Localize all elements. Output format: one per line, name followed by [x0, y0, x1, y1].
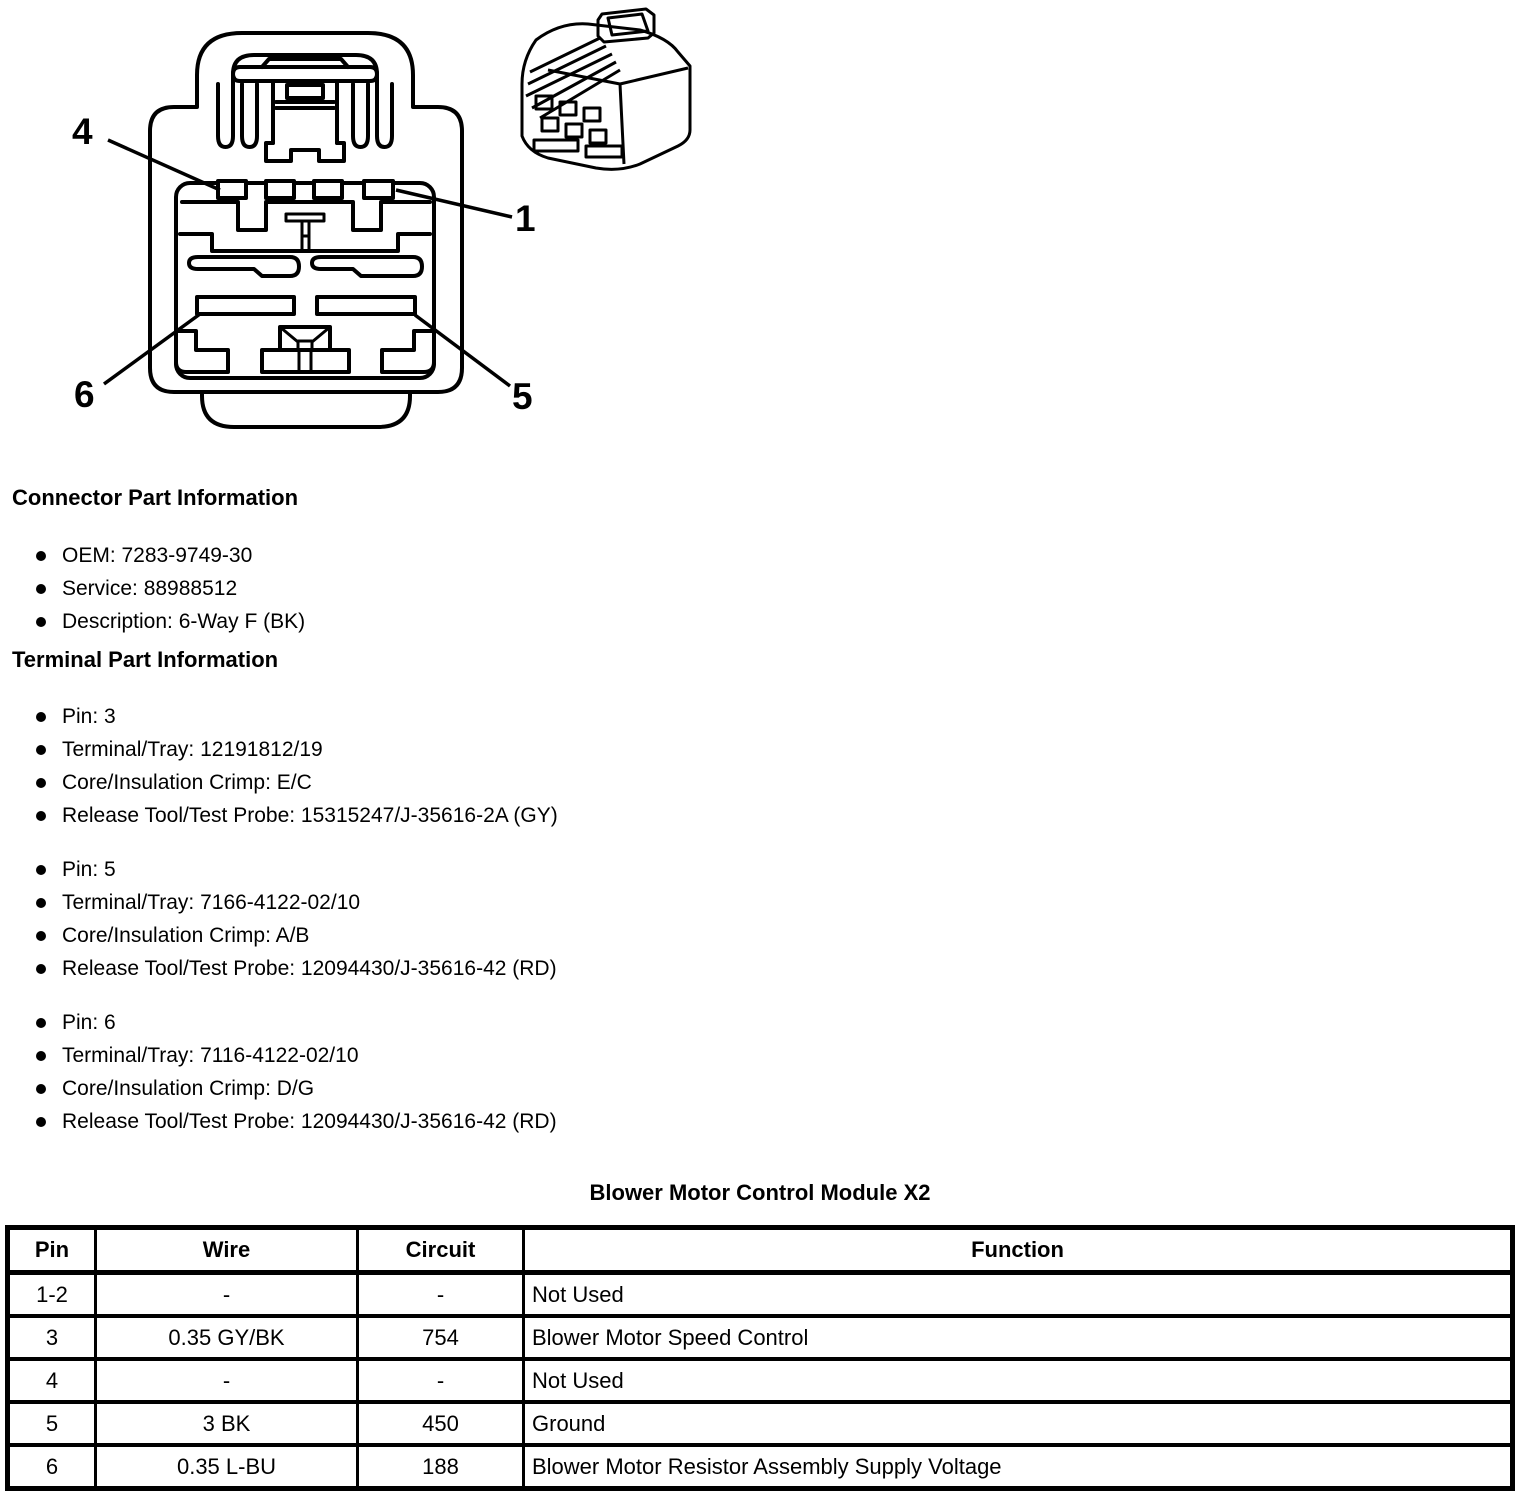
cell-pin: 4 — [8, 1359, 96, 1402]
callout-pin-5: 5 — [512, 376, 533, 417]
cell-wire: 3 BK — [96, 1402, 358, 1445]
terminal-part-information-heading: Terminal Part Information — [12, 647, 279, 672]
cell-function: Ground — [524, 1402, 1513, 1445]
table-row — [8, 1316, 1513, 1359]
cell-wire: 0.35 L-BU — [96, 1445, 358, 1489]
table-row — [8, 1359, 1513, 1402]
list-item: Release Tool/Test Probe: 15315247/J-35616-2A (GY) — [36, 799, 558, 832]
cell-function: Blower Motor Speed Control — [524, 1316, 1513, 1359]
cell-pin: 1-2 — [8, 1273, 96, 1317]
cell-circuit: 450 — [358, 1402, 524, 1445]
bullet-icon — [36, 617, 46, 627]
list-item: Terminal/Tray: 12191812/19 — [36, 733, 558, 766]
list-item: Core/Insulation Crimp: E/C — [36, 766, 558, 799]
terminal-group-pin3 — [36, 700, 558, 832]
bullet-icon — [36, 1117, 46, 1127]
bullet-icon — [36, 1018, 46, 1028]
cell-function: Not Used — [524, 1359, 1513, 1402]
cell-circuit: 188 — [358, 1445, 524, 1489]
cell-pin: 3 — [8, 1316, 96, 1359]
list-item: Service: 88988512 — [36, 572, 305, 605]
pin-function-table — [5, 1225, 1515, 1491]
list-item: Pin: 5 — [36, 853, 557, 886]
column-header-circuit: Circuit — [358, 1228, 524, 1273]
list-item: Pin: 3 — [36, 700, 558, 733]
cell-function: Not Used — [524, 1273, 1513, 1317]
connector-part-information-heading: Connector Part Information — [12, 485, 299, 510]
cell-wire: - — [96, 1359, 358, 1402]
bullet-icon — [36, 898, 46, 908]
column-header-function: Function — [524, 1228, 1513, 1273]
list-item: Release Tool/Test Probe: 12094430/J-35616-42 (RD) — [36, 1105, 557, 1138]
column-header-wire: Wire — [96, 1228, 358, 1273]
list-item: Pin: 6 — [36, 1006, 557, 1039]
column-header-pin: Pin — [8, 1228, 96, 1273]
table-row — [8, 1445, 1513, 1489]
cell-pin: 6 — [8, 1445, 96, 1489]
pin-table-title: Blower Motor Control Module X2 — [589, 1180, 931, 1205]
cell-wire: 0.35 GY/BK — [96, 1316, 358, 1359]
bullet-icon — [36, 964, 46, 974]
table-row — [8, 1402, 1513, 1445]
bullet-icon — [36, 778, 46, 788]
cell-pin: 5 — [8, 1402, 96, 1445]
bullet-icon — [36, 712, 46, 722]
list-item: Description: 6-Way F (BK) — [36, 605, 305, 638]
cell-function: Blower Motor Resistor Assembly Supply Voltage — [524, 1445, 1513, 1489]
connector-front-view-drawing — [0, 0, 760, 470]
bullet-icon — [36, 931, 46, 941]
connector-info-list — [36, 539, 305, 638]
bullet-icon — [36, 745, 46, 755]
table-header-row — [8, 1228, 1513, 1273]
bullet-icon — [36, 1051, 46, 1061]
connector-iso-view-drawing — [522, 9, 690, 169]
cell-circuit: - — [358, 1273, 524, 1317]
cell-wire: - — [96, 1273, 358, 1317]
terminal-group-pin6 — [36, 1006, 557, 1138]
list-item: OEM: 7283-9749-30 — [36, 539, 305, 572]
list-item: Terminal/Tray: 7116-4122-02/10 — [36, 1039, 557, 1072]
callout-pin-4: 4 — [72, 111, 93, 152]
list-item: Terminal/Tray: 7166-4122-02/10 — [36, 886, 557, 919]
list-item: Core/Insulation Crimp: A/B — [36, 919, 557, 952]
bullet-icon — [36, 584, 46, 594]
cell-circuit: - — [358, 1359, 524, 1402]
bullet-icon — [36, 551, 46, 561]
bullet-icon — [36, 811, 46, 821]
callout-pin-1: 1 — [515, 198, 536, 239]
terminal-group-pin5 — [36, 853, 557, 985]
list-item: Release Tool/Test Probe: 12094430/J-35616-42 (RD) — [36, 952, 557, 985]
list-item: Core/Insulation Crimp: D/G — [36, 1072, 557, 1105]
bullet-icon — [36, 865, 46, 875]
table-row — [8, 1273, 1513, 1317]
connector-diagram — [0, 0, 760, 470]
bullet-icon — [36, 1084, 46, 1094]
callout-pin-6: 6 — [74, 374, 95, 415]
cell-circuit: 754 — [358, 1316, 524, 1359]
